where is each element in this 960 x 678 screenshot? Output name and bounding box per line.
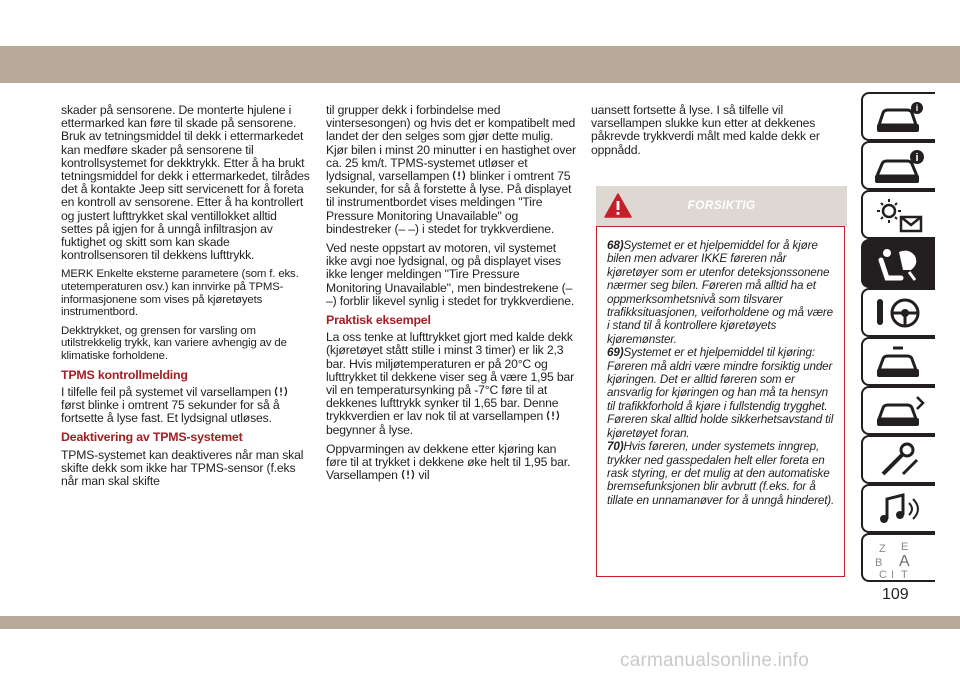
svg-text:T: T: [901, 569, 908, 580]
paragraph: Oppvarmingen av dekkene etter kjøring kan føre til at trykket i dekkene øke helt til 1,95 bar. Varsellampen vil: [326, 441, 571, 483]
caution-item: 70)Hvis føreren, under systemets inngrep, trykker ned gasspedalen helt eller foreta en rask styring, er det mulig at den automatiske bremsefunksjonen blir avbrutt (f.eks. for å tillate en unnamanøver for å unngå hinderet).: [607, 440, 835, 507]
dashboard-info-icon: [873, 148, 927, 186]
car-arrows-icon: [873, 393, 927, 431]
tab-car-service[interactable]: [861, 337, 935, 386]
tab-airbag-seat[interactable]: [861, 239, 935, 288]
tab-dashboard-info[interactable]: [861, 141, 935, 190]
text-column-3: [591, 104, 846, 163]
tab-wrench-steering[interactable]: [861, 288, 935, 337]
paragraph: uansett fortsette å lyse. I så tilfelle vil varsellampen slukke kun etter at dekkenes påkrevde trykkverdi målt med kalde dekk er oppnådd.: [591, 103, 820, 157]
tab-car-info[interactable]: [861, 92, 935, 141]
caution-item: 69)Systemet er et hjelpemiddel til kjøring: Føreren må aldri være mindre forsiktig under kjøringen. Det er alltid føreren som er ansvarlig for kjøringen og han må ta hensyn til trafikkforhold å kjøre i fullstendig trygghet. Føreren skal alltid holde sikkerhetsavstand til kjøretøyet foran.: [607, 346, 834, 440]
svg-text:C: C: [879, 569, 887, 580]
paragraph: Dekktrykket, og grensen for varsling om utilstrekkelig trykk, kan variere avhengig av de klimatiske forholdene.: [61, 324, 287, 362]
page-number: 109: [882, 586, 909, 603]
paragraph: La oss tenke at lufttrykket gjort med kalde dekk (kjøretøyet stått stille i minst 3 timer) er lik 2,3 bar. Hvis miljøtemperaturen er på 20°C og lufttrykket til dekkene viser seg å være 1,95 bar vil en temperatursynking på -7°C føre til at dekkenes lufttrykk synker til 1,65 bar. Denne trykkverdien er lav nok til at varsellampen begynner å lyse.: [326, 330, 575, 437]
svg-text:A: A: [899, 553, 910, 570]
tab-lights-mail[interactable]: [861, 190, 935, 239]
caution-item: 68)Systemet er et hjelpemiddel for å kjøre bilen men advarer IKKE føreren når kjøretøyer som er utenfor deteksjonssonene nærmer seg bilen. Føreren må alltid ha et oppmerksomhetsnivå som tilsvarer trafikksituasjonen, veiforholdene og må være i stand til å kontrollere kjøretøyets kjøremønster.: [607, 239, 833, 346]
paragraph: til grupper dekk i forbindelse med vintersesongen) og hvis det er kompatibelt med landet der den selges som gjør dette mulig. Kjør bilen i minst 20 minutter i en hastighet over ca. 25 km/t. TPMS-systemet utløser et lydsignal, varsellampen blinker i omtrent 75 sekunder, for så å forstette å lyse. På displayet til instrumentbordet vises meldingen "Tire Pressure Monitoring Unavailable" og bindestreker (– –) i stedet for trykkverdiene.: [326, 103, 576, 236]
wrench-steering-icon: [873, 295, 927, 333]
tab-car-arrows[interactable]: [861, 386, 935, 435]
text-column-1: [61, 104, 311, 494]
svg-text:I: I: [891, 569, 895, 580]
caution-header: [596, 186, 847, 226]
multimedia-icon: [873, 491, 927, 529]
tab-tools[interactable]: [861, 435, 935, 484]
car-service-icon: [873, 344, 927, 382]
paragraph: I tilfelle feil på systemet vil varsellampen først blinke i omtrent 75 sekunder for så å fortsette å lyse fast. Et lydsignal utløses.: [61, 386, 311, 426]
tab-multimedia[interactable]: [861, 484, 935, 533]
tools-icon: [873, 442, 927, 480]
section-heading: Praktisk eksempel: [326, 313, 431, 328]
paragraph: TPMS-systemet kan deaktiveres når man skal skifte dekk som ikke har TPMS-sensor (f.eks når man skal skifte: [61, 447, 304, 489]
svg-text:i: i: [915, 103, 919, 113]
tpms-warning-icon: [546, 410, 560, 421]
svg-text:E: E: [901, 541, 909, 553]
lights-mail-icon: [873, 197, 927, 235]
top-band: [0, 46, 960, 83]
watermark: carmanualsonline.info: [620, 650, 810, 671]
tpms-warning-icon: [452, 170, 466, 181]
caution-title: FORSIKTIG: [687, 198, 756, 212]
caution-box: [596, 226, 845, 577]
svg-text:i: i: [915, 152, 919, 164]
paragraph: skader på sensorene. De monterte hjulene i ettermarked kan føre til skade på sensorene. Bruk av tetningsmiddel til dekk i ettermarkedet kan medføre skader på sensorene til kontrollsystemet for dekktrykk. Etter å ha brukt tetningsmiddel for dekk i ettermarkedet, tilrådes det å kontakte Jeep sitt servicenett for å foreta en kontroll av sensorene. Etter å ha kontrollert og justert lufttrykket skal ventillokket alltid settes på igjen for å unngå infiltrasjon av fuktighet og skitt som kan skade kontrollsensoren til dekkens lufttrykk.: [61, 103, 310, 263]
svg-text:B: B: [875, 557, 883, 569]
section-heading: TPMS kontrollmelding: [61, 367, 188, 382]
note-paragraph: MERK Enkelte eksterne parametere (som f. eks. utetemperaturen osv.) kan innvirke på TPMS-informasjonene som vises på kjøretøyets instrumentbord.: [61, 268, 299, 319]
tpms-warning-icon: [274, 386, 288, 397]
tpms-warning-icon: [401, 469, 415, 480]
text-column-2: [326, 104, 576, 488]
svg-text:Z: Z: [879, 543, 886, 555]
airbag-seat-icon: [873, 246, 927, 284]
section-heading: Deaktivering av TPMS-systemet: [61, 430, 243, 445]
tab-alphabet-index[interactable]: [861, 533, 935, 582]
car-info-icon: [873, 99, 927, 137]
paragraph: Ved neste oppstart av motoren, vil systemet ikke avgi noe lydsignal, og på displayet vises ikke lenger meldingen "Tire Pressure Monitoring Unavailable", men bindestrekene (– –) forblir likevel synlig i stedet for trykkverdiene.: [326, 241, 575, 308]
bottom-band: [0, 616, 960, 629]
alphabet-index-icon: [873, 540, 927, 580]
